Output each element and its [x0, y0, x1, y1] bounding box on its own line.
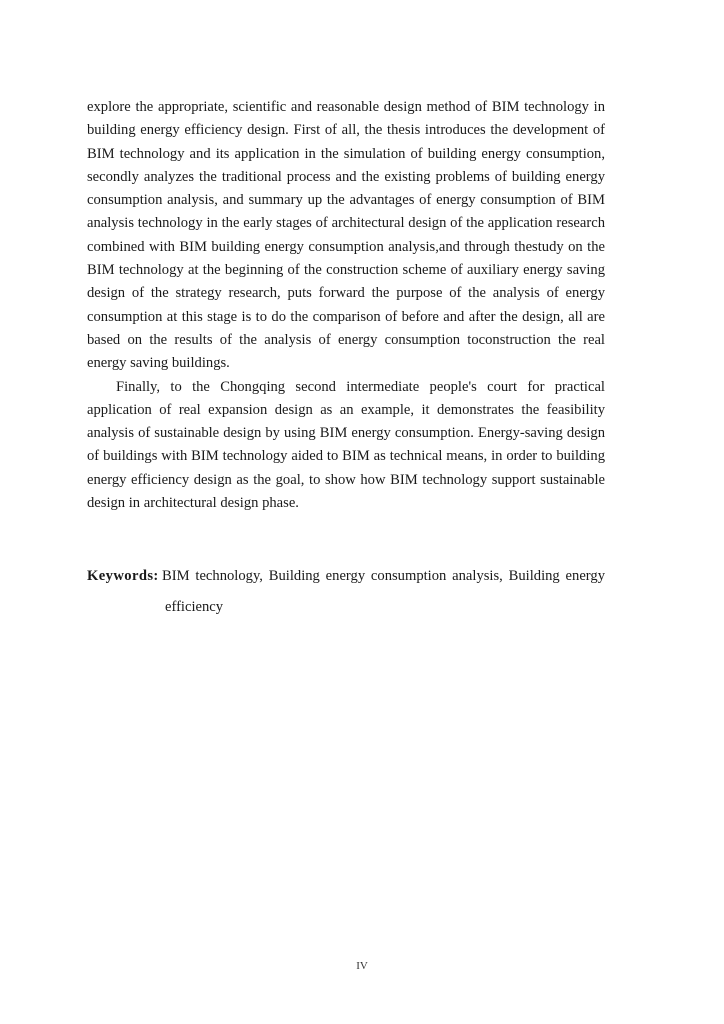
- text-line: consumption analysis, and summary up the advantages of energy consumption of BIM: [87, 192, 605, 209]
- text-line: based on the results of the analysis of energy consumption toconstruction the real: [87, 331, 605, 348]
- keywords-label: Keywords:: [87, 568, 159, 584]
- text-line: secondly analyzes the traditional process and the existing problems of building energy: [87, 168, 605, 185]
- text-line: consumption at this stage is to do the comparison of before and after the design, all are: [87, 308, 605, 325]
- keywords-section: [87, 565, 605, 620]
- keywords-text-continued: efficiency: [165, 599, 224, 616]
- text-line: explore the appropriate, scientific and reasonable design method of BIM technology in: [87, 99, 605, 115]
- keywords-row: [87, 565, 605, 588]
- text-line: application of real expansion design as an example, it demonstrates the feasibility: [87, 401, 605, 418]
- abstract-body: [87, 96, 605, 515]
- text-line: design in architectural design phase.: [87, 495, 299, 512]
- text-line: building energy efficiency design. First of all, the thesis introduces the development of: [87, 122, 605, 139]
- text-line: BIM technology and its application in the simulation of building energy consumption,: [87, 145, 605, 162]
- text-line: energy efficiency design as the goal, to show how BIM technology support sustainable: [87, 471, 605, 488]
- text-line: design of the strategy research, puts forward the purpose of the analysis of energy: [87, 285, 605, 302]
- text-line: analysis of sustainable design by using BIM energy consumption. Energy-saving design: [87, 425, 605, 442]
- text-line: energy saving buildings.: [87, 355, 230, 372]
- text-line: analysis technology in the early stages of architectural design of the application research: [87, 215, 605, 232]
- text-line: BIM technology at the beginning of the construction scheme of auxiliary energy saving: [87, 262, 605, 279]
- text-line: combined with BIM building energy consumption analysis,and through thestudy on the: [87, 238, 605, 255]
- abstract-paragraph-1: [87, 96, 605, 376]
- text-line: Finally, to the Chongqing second intermediate people's court for practical: [116, 378, 605, 395]
- text-line: of buildings with BIM technology aided to BIM as technical means, in order to building: [87, 448, 605, 465]
- page-number: IV: [356, 960, 368, 972]
- abstract-paragraph-2: [87, 376, 605, 516]
- keywords-text: BIM technology, Building energy consumption analysis, Building energy: [162, 568, 605, 584]
